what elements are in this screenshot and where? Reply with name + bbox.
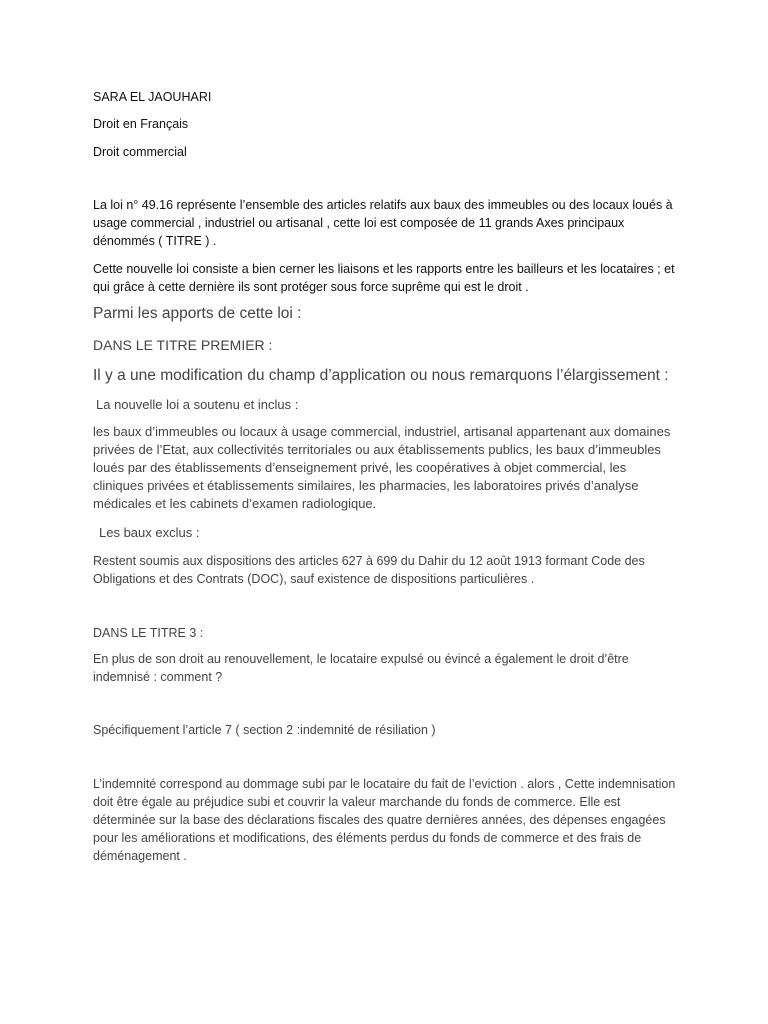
- intro-paragraph: La loi n° 49.16 représente l’ensemble des articles relatifs aux baux des immeubles ou des locaux loués à usage commercial , industriel ou artisanal , cette loi est composée de 11 grands Axes principaux dénommés ( TITRE ) .: [93, 198, 673, 248]
- titre3-heading: DANS LE TITRE 3 :: [93, 626, 204, 640]
- titre-premier-heading: DANS LE TITRE PREMIER :: [93, 337, 273, 353]
- author-name: SARA EL JAOUHARI: [93, 90, 212, 104]
- course-line: Droit commercial: [93, 145, 187, 159]
- titre3-paragraph: En plus de son droit au renouvellement, le locataire expulsé ou évincé a également le droit d’être indemnisé : comment ?: [93, 652, 629, 684]
- inclus-paragraph: les baux d’immeubles ou locaux à usage commercial, industriel, artisanal appartenant aux domaines privées de l’Etat, aux collectivités territoriales ou aux établissements publics, les baux d’immeubles loués par des établissements d’enseignement privé, les coopératives à objet commercial, les cliniques privées et établissements similaires, les pharmacies, les laboratoires privés d’analyse médicales et les cabinets d’examen radiologique.: [93, 424, 671, 511]
- exclus-paragraph: Restent soumis aux dispositions des articles 627 à 699 du Dahir du 12 août 1913 formant Code des Obligations et des Contrats (DOC), sauf existence de dispositions particulières .: [93, 554, 645, 586]
- exclus-heading: Les baux exclus :: [99, 525, 200, 540]
- intro-paragraph-2: Cette nouvelle loi consiste a bien cerner les liaisons et les rapports entre les bailleurs et les locataires ; et qui grâce à cette dernière ils sont protéger sous force suprême qui est le droit .: [93, 262, 675, 294]
- subject-line: Droit en Français: [93, 117, 189, 131]
- apports-heading: Parmi les apports de cette loi :: [93, 305, 302, 322]
- article7-line: Spécifiquement l’article 7 ( section 2 :indemnité de résiliation ): [93, 723, 436, 737]
- modification-heading: Il y a une modification du champ d’application ou nous remarquons l’élargissement :: [93, 367, 669, 384]
- indemnite-paragraph: L’indemnité correspond au dommage subi par le locataire du fait de l’eviction . alors , Cette indemnisation doit être égale au préjudice subi et couvrir la valeur marchande du fonds de commerce. Elle est déterminée sur la base des déclarations fiscales des quatre dernières années, des dépenses engagées pour les améliorations et modifications, des éléments perdus du fonds de commerce et des frais de déménagement .: [93, 777, 676, 863]
- inclus-heading: La nouvelle loi a soutenu et inclus :: [96, 397, 299, 412]
